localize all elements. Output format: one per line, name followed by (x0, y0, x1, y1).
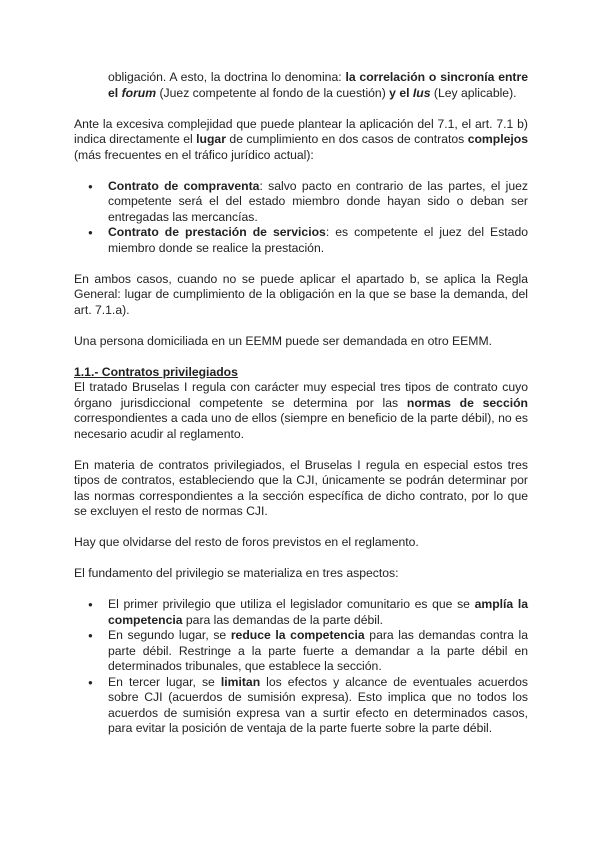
paragraph-complejos (74, 117, 528, 164)
text-run: (Ley aplicable). (430, 85, 517, 100)
text-run: En segundo lugar, se (108, 628, 231, 642)
bold-run: amplía la competencia (108, 597, 528, 627)
bold-italic-run: forum (121, 85, 157, 100)
bold-run: reduce la competencia (230, 628, 365, 642)
list-item (74, 597, 528, 628)
text-run: para las demandas contra la parte débil. Restringe a la parte fuerte a demandar a la parte débil en determinados tribunales, que establece la sección. (108, 628, 528, 673)
continued-paragraph (74, 70, 528, 101)
paragraph-persona: Una persona domiciliada en un EEMM puede ser demandada en otro EEMM. (74, 333, 492, 348)
list-item (74, 225, 528, 256)
text-run: El primer privilegio que utiliza el legislador comunitario es que se (108, 597, 475, 611)
bold-run: Contrato de compraventa (108, 178, 260, 193)
text-run: (Juez competente al fondo de la cuestión) (156, 85, 390, 100)
bold-run: la correlación o sincronía entre el (108, 70, 528, 100)
bold-run: lugar (196, 132, 226, 146)
text-run: : es competente el juez del Estado miembro donde se realice la prestación. (108, 225, 529, 255)
bold-run: limitan (220, 674, 261, 689)
text-run: (más frecuentes en el tráfico jurídico actual): (74, 147, 314, 162)
bold-run: Contrato de prestación de servicios (108, 225, 326, 239)
paragraph-materia: En materia de contratos privilegiados, el Bruselas I regula en especial estos tres tipos de contratos, estableciendo que la CJI, únicamente se podrán determinar por las normas correspondientes a la sección específica de dicho contrato, por lo que se excluyen el resto de normas CJI. (74, 457, 528, 518)
privilege-list (74, 597, 528, 737)
bold-run: y el (389, 85, 410, 100)
bold-run: complejos (467, 132, 528, 146)
list-item (74, 628, 528, 675)
bold-run: normas de sección (406, 395, 528, 410)
paragraph-olvidarse: Hay que olvidarse del resto de foros previstos en el reglamento. (74, 535, 419, 549)
text-run: obligación. A esto, la doctrina lo denomina: (108, 70, 346, 84)
contract-list (74, 179, 528, 257)
list-item (74, 179, 528, 226)
paragraph-fundamento: El fundamento del privilegio se materializa en tres aspectos: (74, 566, 399, 580)
text-run: El tratado Bruselas I regula con carácter muy especial tres tipos de contrato cuyo órgano jurisdiccional competente se determina por las (74, 380, 528, 410)
text-run: los efectos y alcance de eventuales acuerdos sobre CJI (acuerdos de sumisión expresa). Esto implica que no todos los acuerdos de sumisión expresa van a surtir efecto en determinados casos, para evitar la posición de ventaja de la parte fuerte sobre la parte débil. (108, 674, 528, 735)
text-run: para las demandas de la parte débil. (182, 612, 384, 627)
text-run: de cumplimiento en dos casos de contratos (225, 132, 468, 146)
text-run: En tercer lugar, se (108, 674, 221, 689)
list-item (74, 675, 528, 737)
text-run: : salvo pacto en contrario de las partes, el juez competente será el del estado miembro donde hayan sido o deban ser entregadas las mercancías. (108, 178, 528, 224)
text-run: Ante la excesiva complejidad que puede plantear la aplicación del 7.1, el art. 7.1 b) indica directamente el (74, 116, 528, 146)
paragraph-tratado (74, 380, 528, 442)
text-run: correspondientes a cada uno de ellos (siempre en beneficio de la parte débil), no es necesario acudir al reglamento. (74, 411, 528, 441)
bold-italic-run: Ius (412, 85, 431, 100)
section-heading: 1.1.- Contratos privilegiados (74, 364, 238, 379)
paragraph-ambos: En ambos casos, cuando no se puede aplicar el apartado b, se aplica la Regla General: lugar de cumplimiento de la obligación en la que se base la demanda, del art. 7.1.a). (74, 271, 528, 317)
